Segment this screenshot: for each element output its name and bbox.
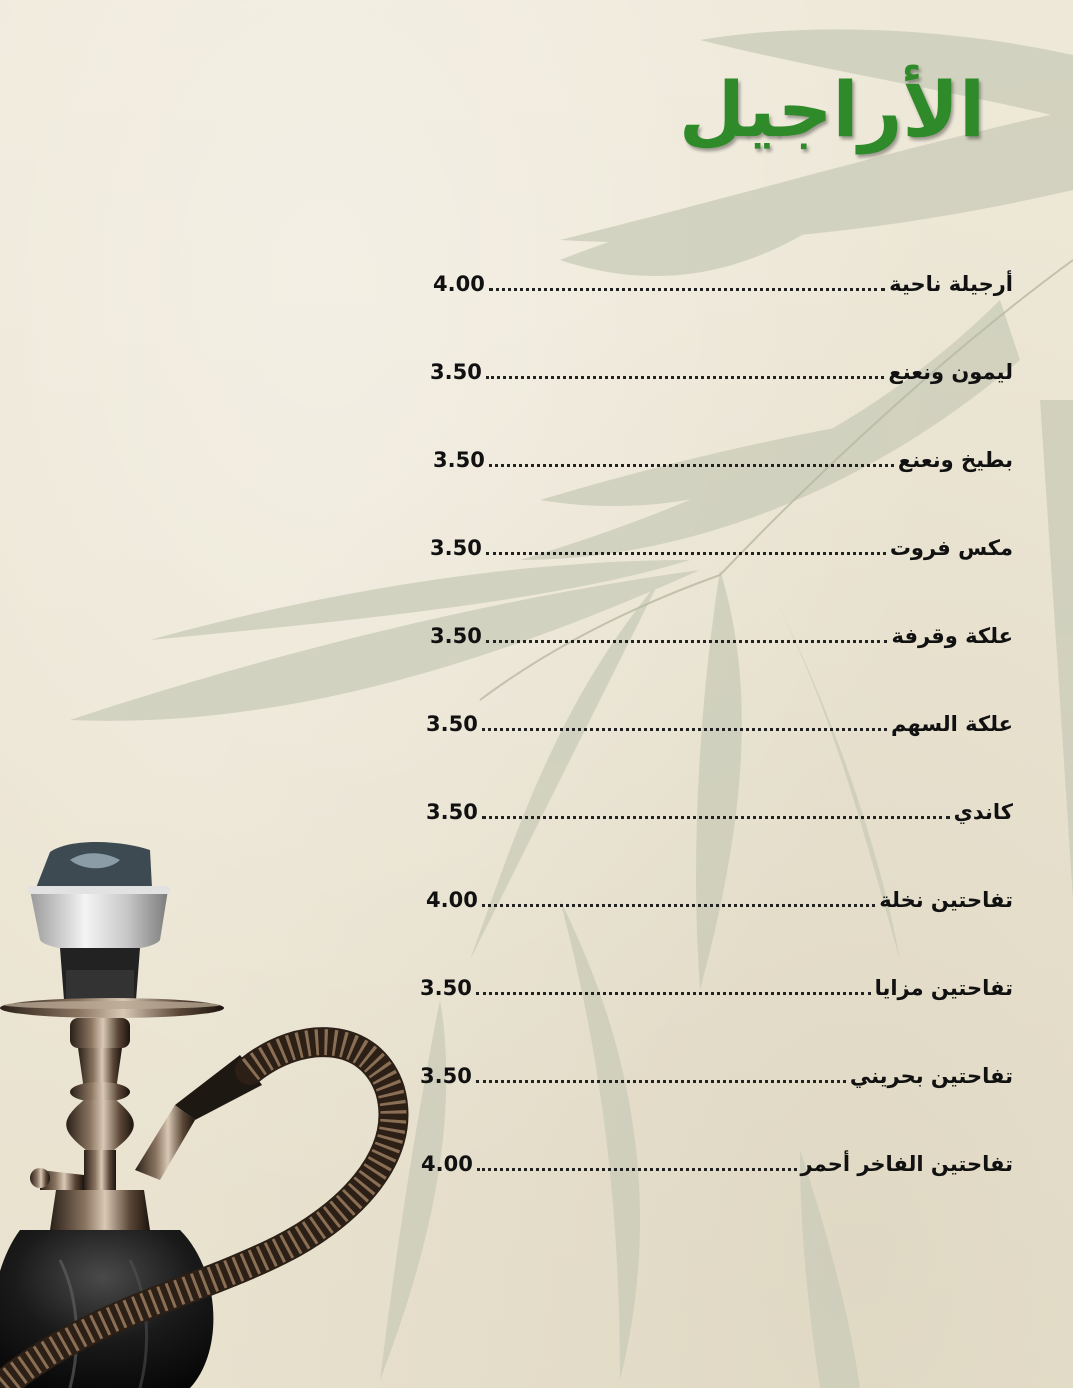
dot-leader — [486, 552, 886, 555]
menu-item — [420, 1050, 1013, 1090]
menu-item — [433, 434, 1013, 474]
hookah-image — [0, 830, 420, 1388]
dot-leader — [489, 288, 885, 291]
menu-item-name: تفاحتين نخلة — [879, 888, 1013, 912]
bowl-shape — [30, 890, 168, 951]
dot-leader — [489, 464, 894, 467]
menu-item-name: تفاحتين بحريني — [849, 1064, 1013, 1088]
menu-item-price: 4.00 — [433, 272, 485, 296]
menu-item-name: ليمون ونعنع — [888, 360, 1013, 384]
menu-item-name: علكة السهم — [891, 712, 1013, 736]
menu-item — [430, 610, 1013, 650]
menu-item-price: 4.00 — [421, 1152, 473, 1176]
menu-item — [420, 962, 1013, 1002]
dot-leader — [476, 992, 871, 995]
menu-item-price: 3.50 — [420, 1064, 472, 1088]
menu-item-price: 3.50 — [433, 448, 485, 472]
menu-item — [426, 786, 1013, 826]
menu-item-name: تفاحتين مزايا — [874, 976, 1013, 1000]
page-title: الأراجيل — [678, 65, 985, 154]
menu-item-name: علكة وقرفة — [891, 624, 1013, 648]
dot-leader — [486, 376, 885, 379]
dot-leader — [477, 1168, 797, 1171]
menu-item — [433, 258, 1013, 298]
dot-leader — [482, 816, 950, 819]
menu-item-price: 3.50 — [426, 712, 478, 736]
menu-item-name: أرجيلة ناحية — [889, 272, 1013, 296]
menu-item-price: 3.50 — [426, 800, 478, 824]
menu-item — [430, 522, 1013, 562]
menu-item-name: بطيخ ونعنع — [897, 448, 1013, 472]
menu-item — [426, 698, 1013, 738]
menu-item — [426, 874, 1013, 914]
menu-item-price: 3.50 — [430, 360, 482, 384]
dot-leader — [482, 904, 875, 907]
menu-item-price: 4.00 — [426, 888, 478, 912]
menu-item-price: 3.50 — [430, 536, 482, 560]
dot-leader — [476, 1080, 846, 1083]
menu-item-name: مكس فروت — [889, 536, 1013, 560]
menu-item-name: تفاحتين الفاخر أحمر — [800, 1152, 1013, 1176]
dot-leader — [486, 640, 888, 643]
menu-item — [421, 1138, 1013, 1178]
menu-item-price: 3.50 — [430, 624, 482, 648]
menu-item — [430, 346, 1013, 386]
menu-item-name: كاندي — [953, 800, 1013, 824]
menu-item-price: 3.50 — [420, 976, 472, 1000]
dot-leader — [482, 728, 887, 731]
